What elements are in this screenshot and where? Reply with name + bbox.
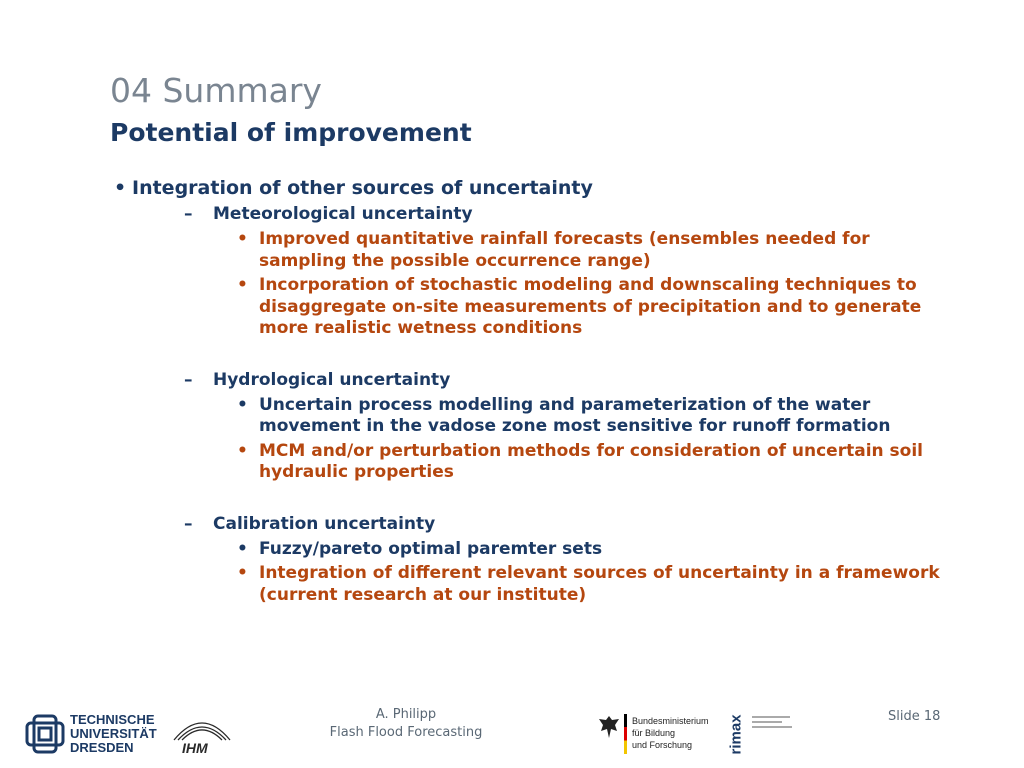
- list-item: • Uncertain process modelling and parameterization of the water movement in the vadose zone most sensitive for runoff formation: [237, 394, 891, 436]
- footer-topic: Flash Flood Forecasting: [329, 725, 483, 740]
- rimax-logo: [728, 712, 800, 762]
- list-item: • Fuzzy/pareto optimal paremter sets: [237, 538, 603, 559]
- tu-dresden-emblem-icon: [24, 713, 66, 755]
- list-item: • Improved quantitative rainfall forecasts (ensembles needed for sampling the possible occurrence range): [237, 229, 870, 271]
- slide-subtitle: Potential of improvement: [110, 118, 472, 147]
- rimax-logo-text: rimax: [727, 714, 745, 755]
- slide-content: [114, 175, 944, 606]
- slide-title: 04 Summary: [110, 71, 322, 110]
- section-heading-calibration: – Calibration uncertainty: [184, 513, 436, 534]
- ihm-logo-text: IHM: [182, 740, 208, 756]
- main-bullet-text: Integration of other sources of uncertainty: [132, 177, 593, 199]
- federal-eagle-icon: [598, 714, 620, 740]
- main-bullet: • Integration of other sources of uncertainty: [114, 177, 593, 199]
- bmbf-logo: Bundesministerium für Bildung und Forschung: [598, 712, 718, 756]
- slide-number: Slide 18: [888, 709, 941, 724]
- list-item: • Incorporation of stochastic modeling and downscaling techniques to disaggregate on-site measurements of precipitation and to generate more realistic wetness conditions: [237, 275, 922, 338]
- ihm-logo: [170, 712, 234, 758]
- flag-stripe: [624, 714, 627, 754]
- list-item: • Integration of different relevant sources of uncertainty in a framework (current research at our institute): [237, 563, 940, 605]
- ihm-arc-icon: [170, 712, 234, 742]
- section-heading-hydrological: – Hydrological uncertainty: [184, 369, 451, 390]
- rimax-lines-icon: [752, 714, 796, 734]
- section-heading-meteorological: – Meteorological uncertainty: [184, 204, 473, 224]
- footer-author: A. Philipp: [375, 707, 437, 722]
- list-item: • MCM and/or perturbation methods for consideration of uncertain soil hydraulic properties: [237, 440, 923, 482]
- tu-dresden-logo: TECHNISCHE UNIVERSITÄT DRESDEN: [24, 712, 164, 756]
